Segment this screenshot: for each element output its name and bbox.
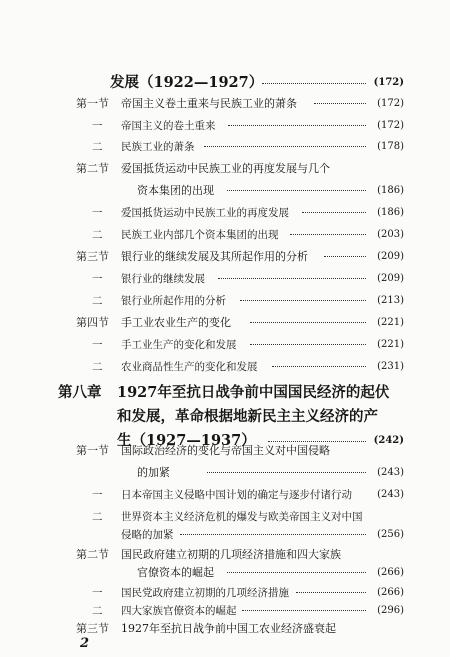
toc-entry-title: 民族工业内部几个资本集团的出现 [121, 229, 279, 241]
toc-entry-page: (221) [377, 317, 404, 328]
toc-entry-page: (172) [373, 77, 404, 88]
toc-entry-title: 1927年至抗日战争前中国国民经济的起伏 [117, 384, 390, 401]
toc-entry-title: 资本集团的出现 [137, 184, 214, 197]
toc-entry-title: 银行业所起作用的分析 [121, 295, 226, 307]
toc-entry-label: 二 [92, 511, 103, 523]
toc-entry-title: 国民党政府建立初期的几项经济措施 [121, 587, 289, 599]
leader-dots [290, 234, 366, 235]
toc-entry-label: 第二节 [76, 162, 109, 175]
toc-entry-title: 官僚资本的崛起 [137, 566, 214, 579]
leader-dots [240, 300, 366, 301]
toc-entry-page: (231) [377, 361, 404, 372]
toc-entry [0, 158, 450, 180]
toc-entry-title: 农业商品性生产的变化和发展 [121, 361, 258, 373]
toc-entry-page: (203) [377, 229, 404, 240]
toc-entry-page: (243) [377, 489, 404, 500]
toc-entry-page: (209) [377, 273, 404, 284]
toc-entry-title: 国民政府建立初期的几项经济措施和四大家族 [121, 548, 341, 561]
toc-entry-title: 帝国主义卷土重来与民族工业的萧条 [121, 97, 297, 110]
toc-entry [0, 440, 450, 462]
toc-entry [0, 202, 450, 224]
toc-entry-title: 世界资本主义经济危机的爆发与欧美帝国主义对中国 [121, 511, 363, 523]
toc-entry [0, 404, 450, 430]
toc-entry-label: 第三节 [76, 622, 109, 635]
toc-entry-label: 二 [92, 295, 103, 307]
toc-entry [0, 224, 450, 246]
toc-entry-title: 侵略的加紧 [121, 529, 174, 541]
leader-dots [227, 190, 366, 191]
toc-entry-page: (296) [377, 605, 404, 616]
toc-entry-title: 手工业生产的变化和发展 [121, 339, 237, 351]
toc-entry-title: 发展（1922—1927） [110, 74, 264, 91]
toc-entry-label: 一 [92, 489, 103, 501]
toc-entry-page: (178) [377, 141, 404, 152]
toc-entry-page: (213) [377, 295, 404, 306]
toc-entry [0, 246, 450, 268]
leader-dots [324, 256, 366, 257]
toc-entry [0, 380, 450, 406]
toc-entry-label: 一 [92, 587, 103, 599]
toc-entry-title: 银行业的继续发展 [121, 273, 205, 285]
toc-entry-label: 一 [92, 120, 103, 132]
toc-entry-page: (266) [377, 587, 404, 598]
toc-entry-title: 四大家族官僚资本的崛起 [121, 605, 237, 617]
leader-dots [250, 344, 366, 345]
toc-entry-label: 第四节 [76, 316, 109, 329]
toc-entry [0, 312, 450, 334]
leader-dots [180, 534, 366, 535]
toc-entry [0, 93, 450, 115]
toc-entry-page: (209) [377, 251, 404, 262]
toc-entry-page: (256) [377, 529, 404, 540]
toc-entry-label: 二 [92, 229, 103, 241]
toc-entry-title: 1927年至抗日战争前中国工农业经济盛衰起 [121, 622, 336, 635]
toc-entry-label: 第二节 [76, 548, 109, 561]
toc-entry [0, 562, 450, 584]
toc-entry [0, 462, 450, 484]
toc-entry-page: (266) [377, 567, 404, 578]
toc-entry-page: (172) [377, 98, 404, 109]
toc-entry-title: 民族工业的萧条 [121, 141, 195, 153]
toc-entry [0, 268, 450, 290]
toc-entry-title: 和发展，革命根据地新民主主义经济的产 [117, 408, 378, 425]
toc-entry-label: 二 [92, 361, 103, 373]
toc-entry-page: (242) [373, 435, 404, 446]
toc-entry-label: 二 [92, 141, 103, 153]
leader-dots [228, 125, 366, 126]
toc-entry-title: 国际政治经济的变化与帝国主义对中国侵略 [121, 444, 330, 457]
toc-entry-label: 一 [92, 339, 103, 351]
toc-entry-label: 第八章 [58, 384, 102, 401]
toc-entry-page: (243) [377, 467, 404, 478]
toc-entry-page: (221) [377, 339, 404, 350]
leader-dots [227, 572, 366, 573]
toc-entry-title: 生（1927—1937） [117, 432, 256, 449]
leader-dots [242, 610, 366, 611]
leader-dots [207, 472, 366, 473]
toc-entry-title: 的加紧 [137, 466, 170, 479]
toc-entry-page: (186) [377, 207, 404, 218]
toc-entry [0, 356, 450, 378]
toc-entry-title: 手工业农业生产的变化 [121, 316, 231, 329]
toc-entry-title: 爱国抵货运动中民族工业的再度发展 [121, 207, 289, 219]
toc-entry [0, 618, 450, 640]
leader-dots [272, 366, 366, 367]
leader-dots [204, 146, 366, 147]
toc-entry [0, 290, 450, 312]
toc-entry [0, 136, 450, 158]
toc-entry-label: 二 [92, 605, 103, 617]
toc-entry-title: 日本帝国主义侵略中国计划的确定与逐步付诸行动 [121, 489, 352, 501]
toc-entry [0, 334, 450, 356]
toc-entry-label: 一 [92, 273, 103, 285]
page-number: 2 [80, 636, 90, 651]
toc-entry-title: 帝国主义的卷土重来 [121, 120, 216, 132]
toc-entry-label: 一 [92, 207, 103, 219]
toc-entry-page: (172) [377, 120, 404, 131]
toc-entry [0, 484, 450, 506]
toc-entry-label: 第一节 [76, 444, 109, 457]
leader-dots [296, 592, 366, 593]
toc-entry-title: 银行业的继续发展及其所起作用的分析 [121, 250, 308, 263]
leader-dots [262, 83, 366, 84]
leader-dots [250, 322, 366, 323]
toc-entry-title: 爱国抵货运动中民族工业的再度发展与几个 [121, 162, 330, 175]
toc-entry-page: (186) [377, 185, 404, 196]
leader-dots [314, 103, 366, 104]
leader-dots [218, 278, 366, 279]
toc-entry [0, 115, 450, 137]
toc-entry-label: 第三节 [76, 250, 109, 263]
toc-entry-label: 第一节 [76, 97, 109, 110]
toc-entry [0, 180, 450, 202]
toc-entry [0, 524, 450, 546]
leader-dots [302, 212, 366, 213]
